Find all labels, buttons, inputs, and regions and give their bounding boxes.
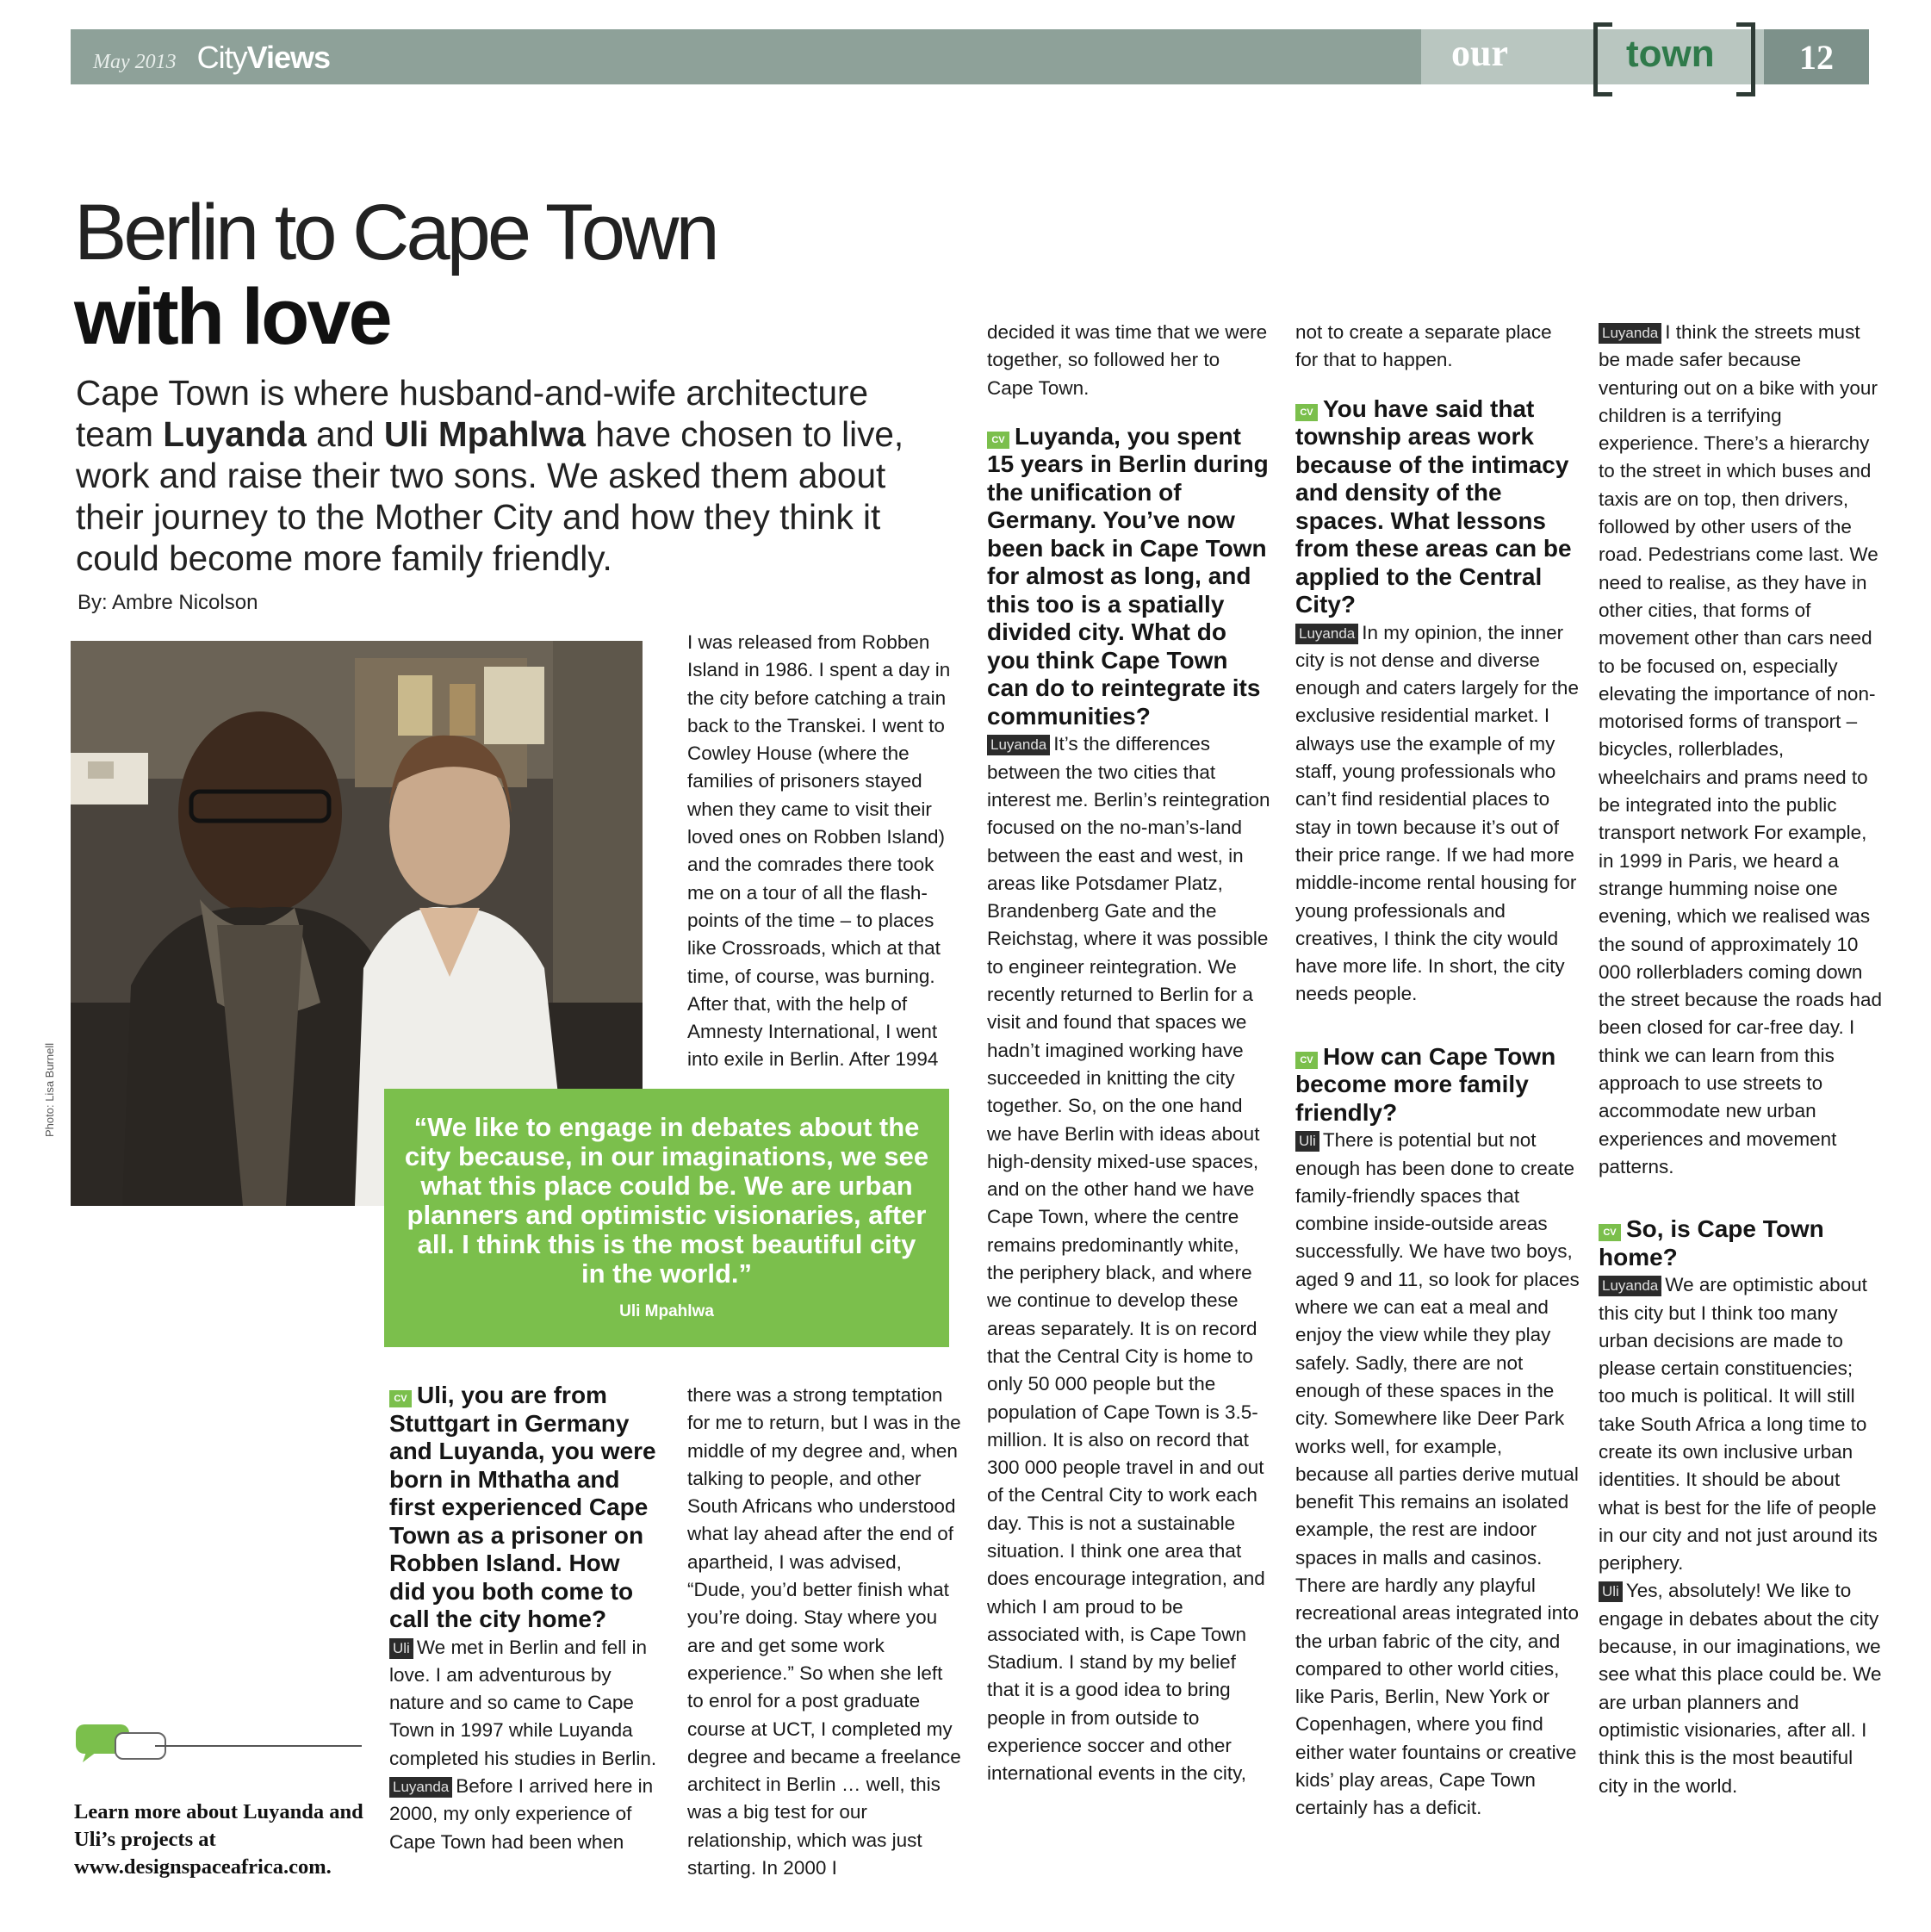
cv-icon: CV [1599,1224,1621,1241]
intro-and: and [306,414,384,454]
masthead [93,40,330,76]
answer-5-luyanda-text: We are optimistic about this city but I think too many urban decisions are made to please certain constituencies; too much is political. It will still take South Africa a long time to create its own inclusive urban identities. It should be about what is best for the life of people in our city and not just around its periphery. [1599,1274,1878,1575]
column-1-top [687,629,963,1074]
answer-4-uli [1295,1127,1580,1822]
question-2-text: Luyanda, you spent 15 years in Berlin during the unification of Germany. You’ve now been back in Cape Town for almost as long, and this too is a spatially divided city. What do you think Cape Town can do to reintegrate its communities? [987,422,1269,730]
brand-plain: City [196,40,247,75]
col1-bottom-text: there was a strong temptation for me to return, but I was in the middle of my degree and, when talking to people, and other South Africans who understood what lay ahead after the end of apartheid, I was advised, “Dude, you’d better finish what you’re doing. Stay where you are and get some work experience.” So when she left to enrol for a post graduate course at UCT, I completed my degree and became a freelance architect in Berlin … well, this was a big test for our relationship, which was just starting. In 2000 I [687,1384,961,1879]
photo-credit: Photo: Lisa Burnell [43,1042,56,1137]
headline-line2: with love [74,273,390,361]
speaker-tag-uli: Uli [389,1638,413,1659]
question-5-text: So, is Cape Town home? [1599,1215,1824,1270]
col2-lead: decided it was time that we were together, so followed her to Cape Town. [987,321,1268,399]
speaker-tag-uli: Uli [1295,1131,1319,1152]
learn-more-url[interactable]: www.designspaceafrica.com. [74,1855,332,1879]
col3-lead: not to create a separate place for that to happen. [1295,321,1552,371]
cv-icon: CV [389,1390,412,1407]
brand-bold: Views [246,40,331,75]
speaker-tag-uli: Uli [1599,1581,1623,1602]
question-3 [1295,395,1580,619]
column-4 [1599,319,1883,1800]
question-1-text: Uli, you are from Stuttgart in Germany and Luyanda, you were born in Mthatha and first experienced Cape Town as a prisoner on Robben Island. How did you both come to call the city home? [389,1382,656,1632]
question-4-text: How can Cape Town become more family friendly? [1295,1042,1556,1126]
bracket-left-icon [1593,22,1612,96]
answer-5-uli-text: Yes, absolutely! We like to engage in debates about the city because, in our imaginations, we see what this place could be. We are urban planners and optimistic visionaries, after all. I think this is the most beautiful city in the world. [1599,1580,1882,1797]
column-3 [1295,319,1580,1823]
learn-more [74,1798,384,1881]
pull-quote-text: “We like to engage in debates about the city because, in our imaginations, we see what this place could be. We are urban planners and optimistic visionaries, after all. I think this is the most beautiful city in the world.” [404,1112,929,1289]
section-our: our [1451,32,1508,74]
question-1 [389,1382,661,1634]
intro-before: Cape Town is where husband-and-wife architecture team [76,373,869,454]
answer-1-luyanda [389,1773,661,1856]
intro-after: have chosen to live, work and raise their two sons. We asked them about their journey to the Mother City and how they think it could become more family friendly. [76,414,904,578]
answer-3-text: In my opinion, the inner city is not dense and diverse enough and caters largely for the exclusive residential market. I always use the example of my staff, young professionals who can’t find residential places to stay in town because it’s out of their price range. If we had more middle-income rental housing for young professionals and creatives, I think the city would have more life. In short, the city needs people. [1295,621,1579,1005]
cv-icon: CV [1295,404,1318,421]
question-5 [1599,1215,1883,1271]
question-4 [1295,1043,1580,1128]
headline-line1: Berlin to Cape Town [74,189,717,276]
cv-icon: CV [987,432,1009,449]
answer-1-luyanda-text: Before I arrived here in 2000, my only experience of Cape Town had been when [389,1774,654,1853]
col1-top-text: I was released from Robben Island in 1986. I spent a day in the city before catching a train back to the Transkei. I went to Cowley House (where the families of prisoners stayed when they came to visit their loved ones on Robben Island) and the comrades there took me on a tour of all the flash-points of the time – to places like Crossroads, which at that time, of course, was burning. After that, with the help of Amnesty International, I went into exile in Berlin. After 1994 [687,631,951,1071]
cv-icon: CV [1295,1052,1318,1069]
speaker-tag-luyanda: Luyanda [1295,624,1358,644]
column-0 [389,1382,661,1856]
intro-standfirst [76,372,937,579]
answer-3 [1295,619,1580,1009]
brand-logo [197,40,330,76]
speaker-tag-luyanda: Luyanda [987,735,1050,755]
speaker-tag-luyanda: Luyanda [389,1777,452,1798]
answer-2 [987,730,1271,1787]
answer-2-text: It’s the differences between the two cities that interest me. Berlin’s reintegration focused on the no-man’s-land between the east and west, in areas like Potsdamer Platz, Brandenberg Gate and the Reichstag, where it was possible to engineer reintegration. We recently returned to Berlin for a visit and found that spaces we hadn’t imagined working have succeeded in knitting the city together. So, on the one hand we have Berlin with ideas about high-density mixed-use spaces, and on the other hand we have Cape Town, where the centre remains predominantly white, the periphery black, and where we continue to develop these areas separately. It is on record that the Central City is home to only 50 000 people but the population of Cape Town is 3.5-million. It is also on record that 300 000 people travel in and out of the Central City to work each day. This is not a sustainable situation. I think one area that does encourage integration, and which I am proud to be associated with, is Cape Town Stadium. I stand by my belief that it is a good idea to bring people in from outside to experience soccer and other international events in the city, [987,733,1270,1785]
bracket-right-icon [1736,22,1755,96]
pull-quote-author: Uli Mpahlwa [619,1302,714,1320]
speaker-tag-luyanda: Luyanda [1599,1276,1661,1296]
question-3-text: You have said that township areas work because of the intimacy and density of the spaces. What lessons from these areas can be applied to the Central City? [1295,394,1572,618]
page-number: 12 [1764,29,1869,84]
answer-4-luyanda [1599,319,1883,1181]
issue-date: May 2013 [93,51,177,73]
answer-1-uli-text: We met in Berlin and fell in love. I am adventurous by nature and so came to Cape Town in 1997 while Luyanda completed his studies in Berlin. [389,1636,657,1769]
intro-name1: Luyanda [163,414,307,454]
column-1-bottom [687,1382,963,1882]
speaker-tag-luyanda: Luyanda [1599,323,1661,344]
learn-more-text: Learn more about Luyanda and Uli’s projects at [74,1800,363,1851]
speech-bubbles-icon [74,1721,169,1766]
answer-1-uli [389,1634,661,1773]
question-2 [987,423,1271,731]
intro-name2: Uli Mpahlwa [383,414,586,454]
byline: By: Ambre Nicolson [78,591,258,614]
section-town: town [1626,33,1715,75]
answer-4-luyanda-text: I think the streets must be made safer because venturing out on a bike with your children is a terrifying experience. There’s a hierarchy to the street in which buses and taxis are on top, then drivers, followed by other users of the road. Pedestrians come last. We need to realise, as they have in other cities, that forms of movement other than cars need to be focused on, especially elevating the importance of non-motorised forms of transport – bicycles, rollerblades, wheelchairs and prams need to be integrated into the public transport network For example, in 1999 in Paris, we heard a strange humming noise one evening, which we realised was the sound of approximately 10 000 rollerbladers coming down the street because the roads had been closed for car-free day. I think we can learn from this approach to use streets to accommodate new urban experiences and movement patterns. [1599,321,1882,1177]
divider [155,1745,362,1747]
pull-quote [384,1089,949,1347]
answer-5-uli [1599,1577,1883,1799]
column-2 [987,319,1271,1788]
answer-4-uli-text: There is potential but not enough has been done to create family-friendly spaces that combine inside-outside areas successfully. We have two boys, aged 9 and 11, so look for places where we can eat a meal and enjoy the view while they play safely. Sadly, there are not enough of these spaces in the city. Somewhere like Deer Park works well, for example, because all parties derive mutual benefit This remains an isolated example, the rest are indoor spaces in malls and casinos. There are hardly any playful recreational areas integrated into the urban fabric of the city, and compared to other world cities, like Paris, Berlin, New York or Copenhagen, where you find either water fountains or creative kids’ play areas, Cape Town certainly has a deficit. [1295,1129,1580,1819]
answer-5-luyanda [1599,1271,1883,1577]
